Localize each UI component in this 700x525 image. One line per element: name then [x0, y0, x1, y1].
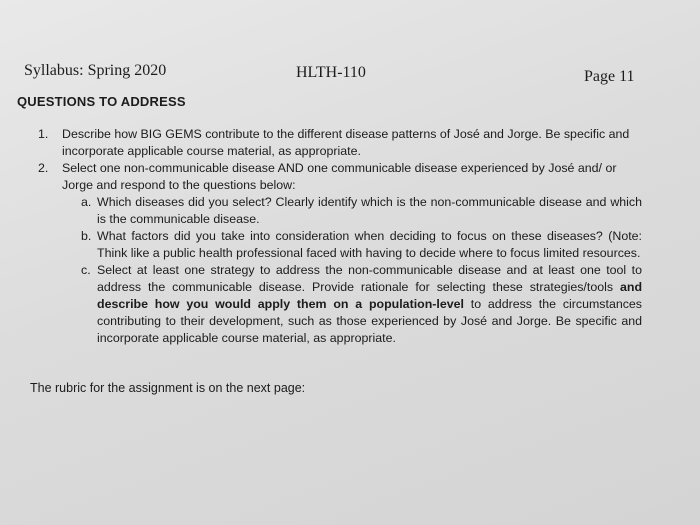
sub-question-label: a. [81, 195, 92, 209]
rubric-note: The rubric for the assignment is on the next page: [30, 381, 306, 395]
course-code: HLTH-110 [296, 64, 366, 81]
sub-question-text: Which diseases did you select? Clearly identify which is the non-communicable disease and which is the communicable disease. [97, 195, 642, 226]
sub-question-text [97, 262, 642, 347]
section-title: QUESTIONS TO ADDRESS [17, 94, 186, 109]
sub-question-text-part: Select at least one strategy to address the non-communicable disease and at least one tool to address the communicable disease. Provide rationale for selecting these strategies/tools [97, 263, 642, 294]
question-number: 1. [38, 127, 49, 141]
question-number: 2. [38, 161, 49, 175]
sub-questions-list [81, 194, 642, 347]
page-header [24, 62, 700, 86]
sub-question-emphasis: and describe how you would apply them on a population-level [97, 280, 643, 311]
question-item [38, 160, 642, 194]
sub-question-item [81, 194, 642, 228]
questions-list [38, 126, 642, 347]
question-text: Describe how BIG GEMS contribute to the different disease patterns of José and Jorge. Be specific and incorporate applicable course material, as appropriate. [62, 127, 630, 158]
sub-question-label: c. [81, 263, 91, 277]
sub-question-text: What factors did you take into consideration when deciding to focus on these diseases? (Note: Think like a public health professional faced with having to decide where to focus limited resources. [97, 229, 642, 260]
sub-question-text-part: to address the circumstances contributing to their development, such as those experienced by José and Jorge. Be specific and incorporate applicable course material, as appropriate. [97, 297, 643, 345]
question-item [38, 126, 642, 160]
sub-question-label: b. [81, 229, 92, 243]
question-text: Select one non-communicable disease AND one communicable disease experienced by José and/ or Jorge and respond to the questions below: [62, 161, 617, 192]
syllabus-label: Syllabus: Spring 2020 [24, 62, 167, 79]
sub-question-item [81, 228, 642, 262]
page-number: Page 11 [584, 68, 635, 85]
sub-question-item [81, 262, 642, 347]
